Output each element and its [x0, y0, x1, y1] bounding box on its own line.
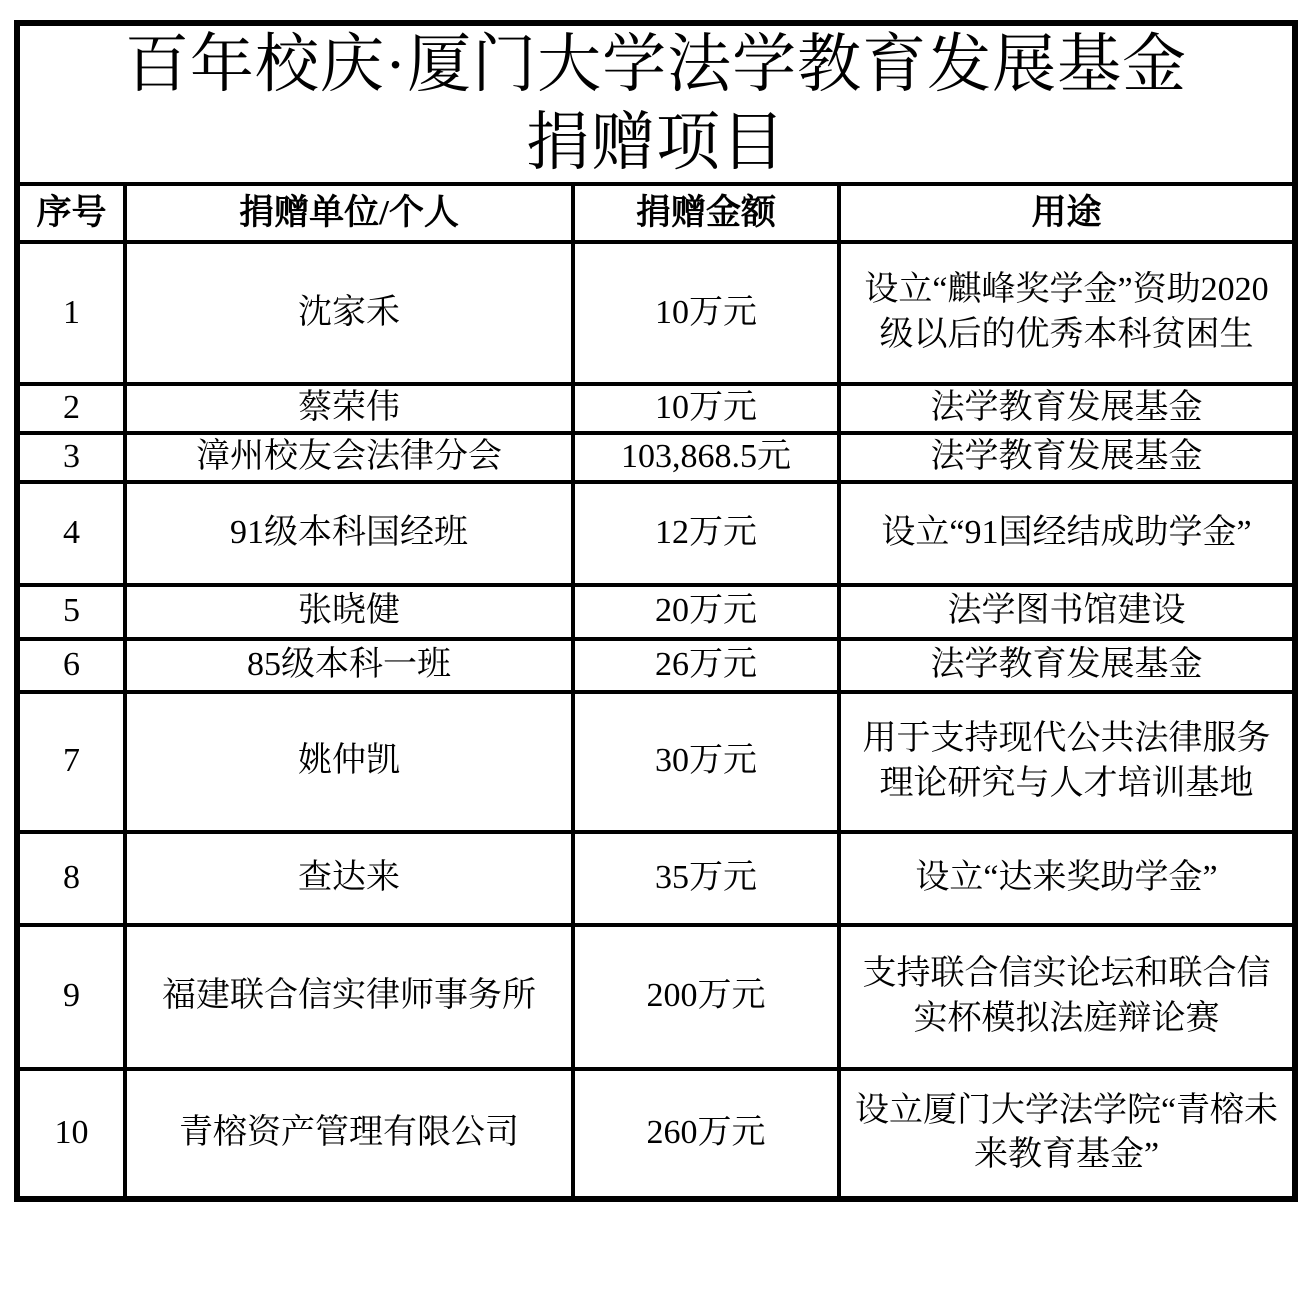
table-title-line1: 百年校庆·厦门大学法学教育发展基金: [124, 29, 1188, 100]
cell-amount: 20万元: [573, 585, 839, 639]
column-header-donor: 捐赠单位/个人: [125, 184, 573, 242]
cell-purpose: 设立“麒峰奖学金”资助2020 级以后的优秀本科贫困生: [839, 242, 1295, 384]
cell-no: 7: [17, 692, 125, 832]
cell-purpose: 设立“达来奖助学金”: [839, 832, 1295, 925]
donation-table: [14, 20, 1298, 1202]
table-row: [17, 433, 1295, 482]
table-row: [17, 1069, 1295, 1199]
cell-no: 5: [17, 585, 125, 639]
title-row: [17, 23, 1295, 184]
header-row: [17, 184, 1295, 242]
cell-amount: 260万元: [573, 1069, 839, 1199]
cell-donor: 91级本科国经班: [125, 482, 573, 585]
cell-donor: 85级本科一班: [125, 639, 573, 692]
table-row: [17, 384, 1295, 433]
cell-donor: 漳州校友会法律分会: [125, 433, 573, 482]
cell-donor: 姚仲凯: [125, 692, 573, 832]
cell-purpose: 设立“91国经结成助学金”: [839, 482, 1295, 585]
cell-purpose: 法学教育发展基金: [839, 384, 1295, 433]
column-header-amount: 捐赠金额: [573, 184, 839, 242]
cell-donor: 青榕资产管理有限公司: [125, 1069, 573, 1199]
cell-no: 6: [17, 639, 125, 692]
cell-donor: 沈家禾: [125, 242, 573, 384]
cell-purpose: 用于支持现代公共法律服务理论研究与人才培训基地: [839, 692, 1295, 832]
cell-no: 3: [17, 433, 125, 482]
cell-donor: 蔡荣伟: [125, 384, 573, 433]
cell-no: 2: [17, 384, 125, 433]
column-header-purpose: 用途: [839, 184, 1295, 242]
cell-amount: 35万元: [573, 832, 839, 925]
cell-purpose: 设立厦门大学法学院“青榕未来教育基金”: [839, 1069, 1295, 1199]
cell-amount: 10万元: [573, 384, 839, 433]
table-row: [17, 242, 1295, 384]
table-row: [17, 692, 1295, 832]
cell-no: 10: [17, 1069, 125, 1199]
cell-amount: 30万元: [573, 692, 839, 832]
table-row: [17, 925, 1295, 1069]
cell-no: 9: [17, 925, 125, 1069]
cell-donor: 查达来: [125, 832, 573, 925]
table-title-line2: 捐赠项目: [526, 107, 786, 179]
cell-amount: 200万元: [573, 925, 839, 1069]
cell-no: 4: [17, 482, 125, 585]
table-row: [17, 832, 1295, 925]
cell-purpose: 法学教育发展基金: [839, 639, 1295, 692]
cell-no: 8: [17, 832, 125, 925]
table-row: [17, 585, 1295, 639]
cell-purpose: 支持联合信实论坛和联合信实杯模拟法庭辩论赛: [839, 925, 1295, 1069]
cell-donor: 张晓健: [125, 585, 573, 639]
column-header-no: 序号: [17, 184, 125, 242]
table-title: [17, 23, 1295, 184]
cell-amount: 12万元: [573, 482, 839, 585]
cell-purpose: 法学教育发展基金: [839, 433, 1295, 482]
cell-purpose: 法学图书馆建设: [839, 585, 1295, 639]
table-row: [17, 639, 1295, 692]
cell-amount: 103,868.5元: [573, 433, 839, 482]
cell-amount: 10万元: [573, 242, 839, 384]
cell-amount: 26万元: [573, 639, 839, 692]
cell-no: 1: [17, 242, 125, 384]
table-row: [17, 482, 1295, 585]
cell-donor: 福建联合信实律师事务所: [125, 925, 573, 1069]
